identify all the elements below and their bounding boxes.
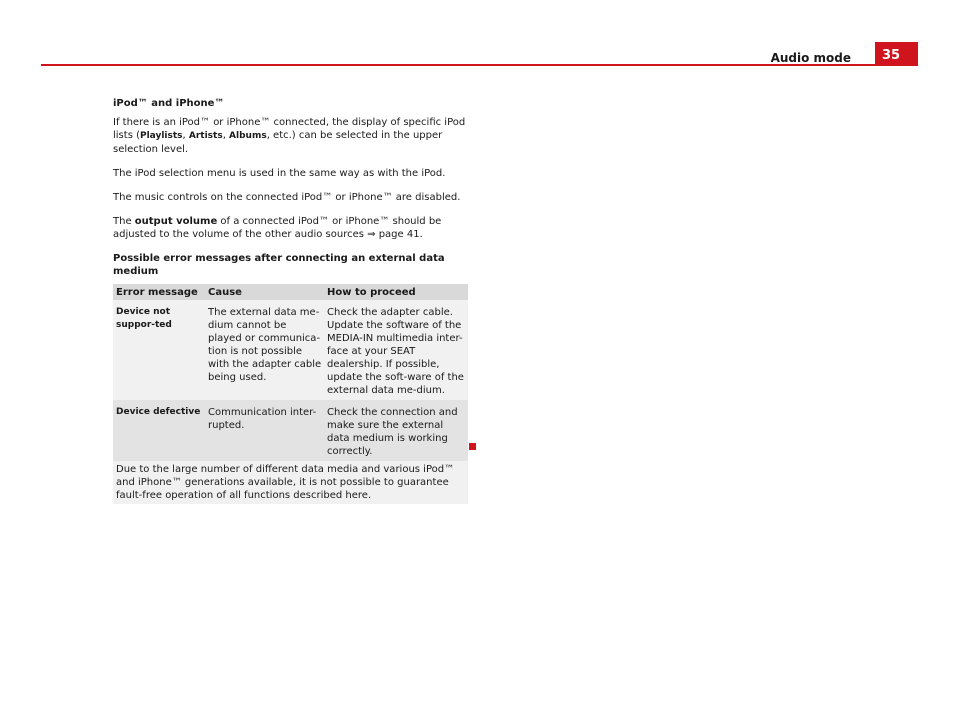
action-cell: Check the adapter cable. Update the software of the MEDIA-IN multimedia inter-face at your SEAT dealership. If possible, update the soft-ware of the external data me-dium. (327, 307, 464, 396)
content-column (113, 97, 468, 504)
column-header-action: How to proceed (327, 286, 416, 298)
para1-text: , etc.) can be selected in the upper selection level. (113, 130, 443, 155)
page-number: 35 (875, 42, 918, 66)
section-title: Audio mode (770, 51, 851, 65)
paragraph-music-controls: The music controls on the connected iPod™ or iPhone™ are disabled. (113, 192, 461, 203)
output-volume-term: output volume (134, 216, 218, 227)
table-header-row (113, 284, 468, 300)
paragraph-selection-menu: The iPod selection menu is used in the same way as with the iPod. (113, 168, 446, 179)
table-heading: Possible error messages after connecting an external data medium (113, 253, 445, 277)
para1-text: If there is an iPod™ or iPhone™ connected, the display of specific iPod lists ( (113, 117, 466, 141)
para1-sep: , (222, 130, 230, 141)
paragraph-output-volume (113, 215, 468, 241)
paragraph-ipod-lists (113, 116, 468, 156)
subsection-heading: iPod™ and iPhone™ (113, 98, 225, 109)
table-row (113, 400, 468, 461)
para1-sep: , (182, 130, 189, 141)
section-end-marker (469, 443, 476, 450)
action-cell: Check the connection and make sure the external data medium is working correctly. (327, 407, 458, 457)
error-cell: Device not suppor-ted (116, 307, 172, 330)
playlists-term: Playlists (139, 131, 183, 141)
cause-cell: The external data me-dium cannot be played or communica-tion is not possible with the adapter cable being used. (208, 307, 322, 383)
table-note: Due to the large number of different data media and various iPod™ and iPhone™ generations available, it is not possible to guarantee fault-free operation of all functions described here. (113, 461, 468, 504)
column-header-error: Error message (116, 286, 198, 298)
artists-term: Artists (188, 131, 223, 141)
error-cell: Device defective (116, 407, 201, 417)
para4-text: of a connected iPod™ or iPhone™ should be adjusted to the volume of the other audio sources ⇒ page 41. (113, 216, 442, 240)
cause-cell: Communication inter-rupted. (208, 407, 317, 431)
table-row (113, 300, 468, 400)
para4-text: The (113, 216, 135, 227)
albums-term: Albums (229, 131, 267, 141)
column-header-cause: Cause (208, 286, 242, 298)
error-messages-table (113, 284, 468, 504)
